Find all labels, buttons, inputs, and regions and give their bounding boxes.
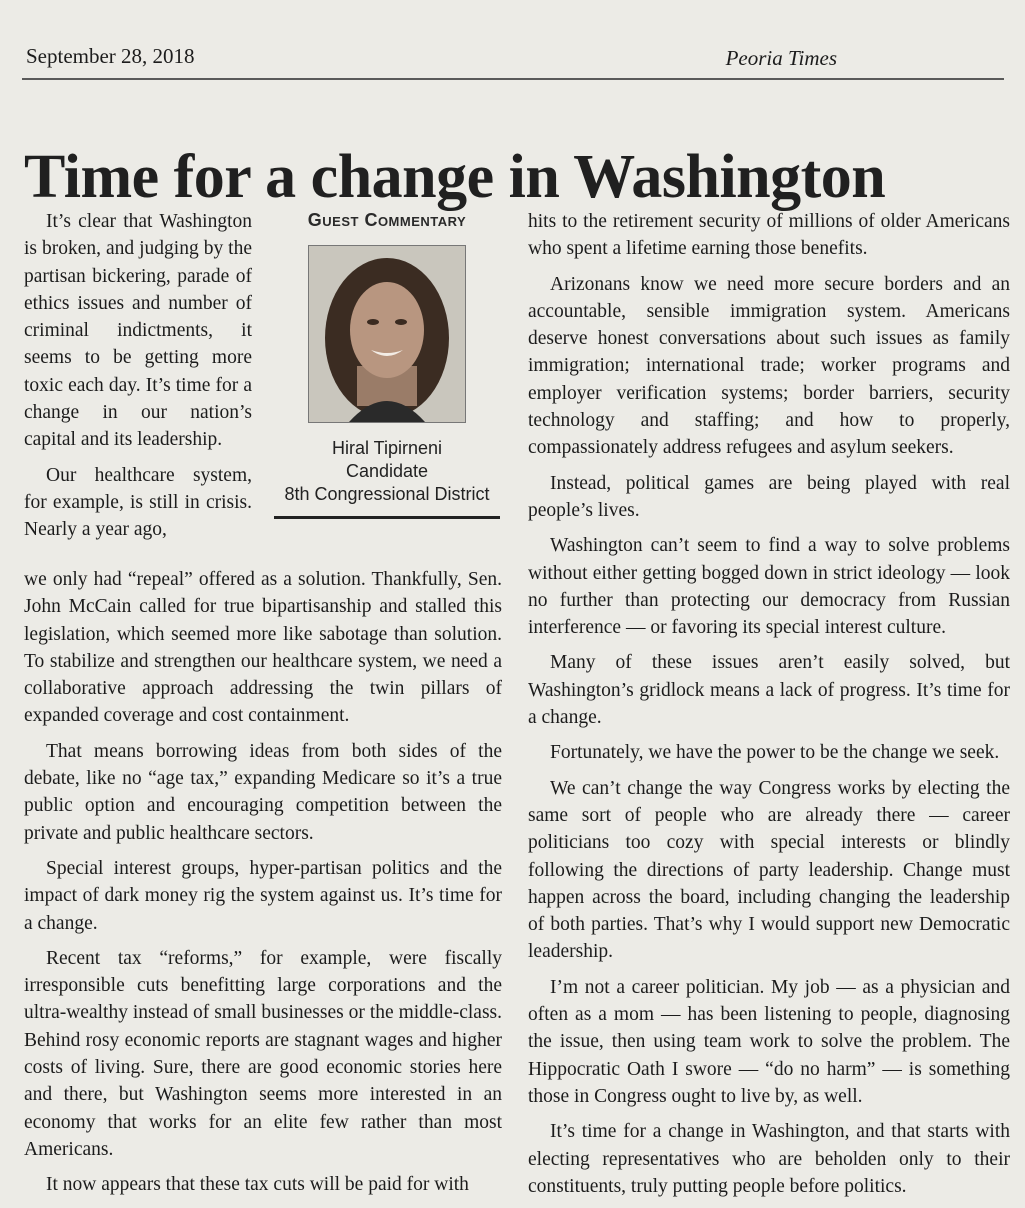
article-paragraph: We can’t change the way Congress works by electing the same sort of people who are already there — career politicians too cozy with special interests or blindly following the directions of party leadership. Change must happen across the board, including changing the leadership of both parties. That’s why I would support new Democratic leadership. <box>528 777 1010 963</box>
article-paragraph: It now appears that these tax cuts will be paid for with <box>46 1174 469 1196</box>
article-paragraph: Many of these issues aren’t easily solved, but Washington’s gridlock means a lack of progress. It’s time for a change. <box>528 652 1010 729</box>
author-byline <box>272 437 502 506</box>
article-paragraph: That means borrowing ideas from both sides of the debate, like no “age tax,” expanding Medicare so it’s a true public option and encouraging competition between the private and public healthcare sectors. <box>24 740 502 844</box>
author-photo <box>308 245 466 423</box>
article-paragraph: Instead, political games are being played with real people’s lives. <box>528 472 1010 521</box>
article-headline: Time for a change in Washington <box>24 142 886 211</box>
article-paragraph: Washington can’t seem to find a way to solve problems without either getting bogged down in strict ideology — look no further than protecting our democracy from Russian interference — or favoring its special interest culture. <box>528 535 1010 639</box>
article-paragraph: Arizonans know we need more secure borders and an accountable, sensible immigration system. Americans deserve honest conversations about such issues as family immigration; international trade; worker programs and employer verification systems; border barriers, security technology and staffing; and how to properly, compassionately address refugees and asylum seekers. <box>528 273 1010 459</box>
article-column-left-bottom <box>24 566 502 1207</box>
section-label: Guest Commentary <box>307 210 467 230</box>
author-district: 8th Congressional District <box>284 484 490 504</box>
guest-commentary-box <box>272 210 502 519</box>
article-paragraph: It’s time for a change in Washington, and that starts with electing representatives who are beholden only to their constituents, truly putting people before politics. <box>528 1121 1010 1197</box>
article-paragraph: Special interest groups, hyper-partisan politics and the impact of dark money rig the system against us. It’s time for a change. <box>24 857 502 934</box>
article-column-left-top <box>24 208 252 552</box>
article-paragraph: Fortunately, we have the power to be the change we seek. <box>550 742 1000 764</box>
article-paragraph: we only had “repeal” offered as a solution. Thankfully, Sen. John McCain called for true bipartisanship and stalled this legislation, which seemed more like sabotage than solution. To stabilize and strengthen our healthcare system, we need a collaborative approach addressing the twin pillars of expanded coverage and cost containment. <box>24 569 502 727</box>
newspaper-name: Peoria Times <box>725 46 837 70</box>
article-column-right <box>528 208 1010 1208</box>
header-divider <box>22 78 1004 80</box>
sidebar-divider <box>274 516 500 519</box>
article-paragraph: It’s clear that Washington is broken, and judging by the partisan bickering, parade of ethics issues and number of criminal indictments, it seems to be getting more toxic each day. It’s time for a change in our nation’s capital and its leadership. <box>24 211 252 451</box>
article-paragraph: Recent tax “reforms,” for example, were fiscally irresponsible cuts benefitting large corporations and the ultra-wealthy instead of small businesses or the middle-class. Behind rosy economic reports are stagnant wages and higher costs of living. Sure, there are good economic stories here and there, but Washington seems more interested in an economy that works for an elite few rather than most Americans. <box>24 947 502 1160</box>
author-name: Hiral Tipirneni <box>331 438 443 458</box>
article-paragraph: I’m not a career politician. My job — as a physician and often as a mom — has been listening to people, diagnosing the issue, then using team work to solve the problem. The Hippocratic Oath I swore — “do no harm” — is something those in Congress ought to live by, as well. <box>528 976 1010 1107</box>
author-role: Candidate <box>345 461 429 481</box>
publication-date: September 28, 2018 <box>26 44 195 68</box>
article-paragraph: Our healthcare system, for example, is still in crisis. Nearly a year ago, <box>24 464 252 541</box>
article-paragraph: hits to the retirement security of millions of older Americans who spent a lifetime earning those benefits. <box>528 211 1010 260</box>
